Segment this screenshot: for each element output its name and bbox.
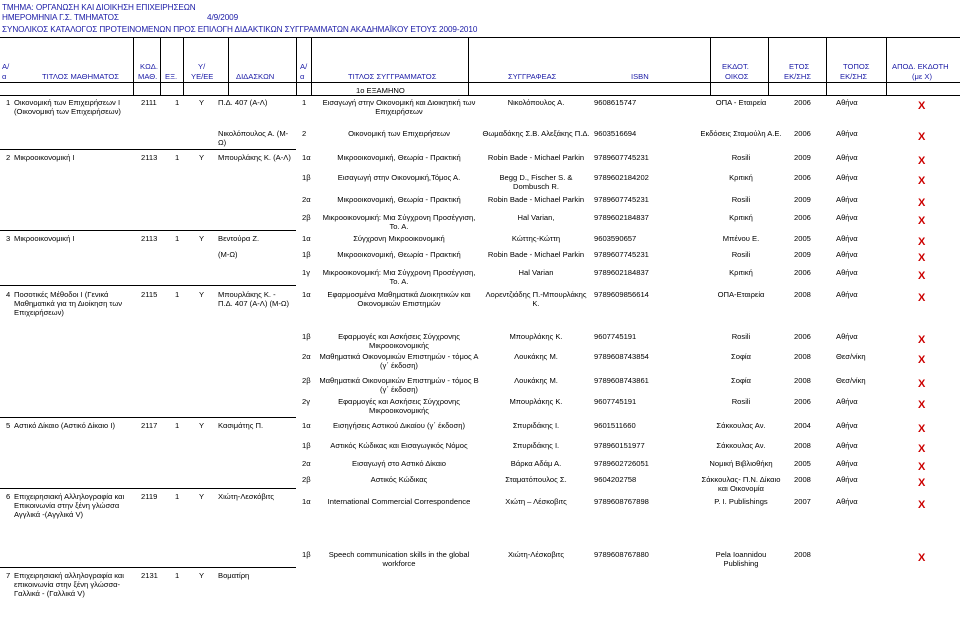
- book-isbn: 978960151977: [594, 441, 645, 450]
- book-title: Εφαρμογές και Ασκήσεις Σύγχρονης Μικροοικονομικής: [338, 332, 460, 351]
- book-year: 2008: [794, 475, 811, 484]
- book-year: 2009: [794, 250, 811, 259]
- book-place: Αθήνα: [836, 195, 858, 204]
- book-title: Εφαρμογές και Ασκήσεις Σύγχρονης Μικροοικονομικής: [338, 397, 460, 416]
- delivery-mark: Χ: [918, 461, 926, 473]
- book-year: 2008: [794, 376, 811, 385]
- col-place-top: ΤΟΠΟΣ: [843, 62, 870, 71]
- book-a: 1α: [302, 290, 311, 299]
- course-sem: 1: [175, 98, 180, 107]
- col-semester: ΕΞ.: [165, 72, 178, 81]
- book-a: 1α: [302, 421, 311, 430]
- col-delivery-top: ΑΠΟΔ. ΕΚΔΟΤΗ: [892, 62, 949, 71]
- course-course: Οικονομική των Επιχειρήσεων I (Οικονομική των Επιχειρήσεων): [14, 98, 121, 117]
- department-title: ΤΜΗΜΑ: ΟΡΓΑΝΩΣΗ ΚΑΙ ΔΙΟΙΚΗΣΗ ΕΠΙΧΕΙΡΗΣΕΩΝ: [2, 3, 196, 12]
- course-sem: 1: [175, 492, 180, 501]
- book-place: Αθήνα: [836, 475, 858, 484]
- book-author: Hal Varian: [518, 268, 554, 277]
- semester-label: 1ο ΕΞΑΜΗΝΟ: [356, 86, 405, 95]
- col-teacher: ΔΙΔΑΣΚΩΝ: [236, 72, 275, 81]
- course-num: 4: [6, 290, 11, 299]
- book-a: 1β: [302, 441, 311, 450]
- book-a: 1β: [302, 550, 311, 559]
- course-teacher: Χιώτη-Λεσκόβιτς: [218, 492, 275, 501]
- book-place: Θεσ/νίκη: [836, 376, 866, 385]
- book-author: Hal Varian,: [517, 213, 555, 222]
- book-isbn: 9789602726051: [594, 459, 649, 468]
- course-course: Επιχειρησιακή Αλληλογραφία και Επικοινωνία στην ξένη γλώσσα Αγγλικά -(Αγγλικά V): [14, 492, 125, 520]
- book-title: Αστικός Κώδικας και Εισαγωγικός Νόμος: [330, 441, 468, 450]
- book-a: 1α: [302, 497, 311, 506]
- book-a: 1α: [302, 234, 311, 243]
- book-title: Εισαγωγή στην Οικονομική,Τόμος Α.: [337, 173, 461, 182]
- catalog-title: ΣΥΝΟΛΙΚΟΣ ΚΑΤΑΛΟΓΟΣ ΠΡΟΤΕΙΝΟΜΕΝΩΝ ΠΡΟΣ ΕΠΙΛΟΓΗ ΔΙΔΑΚΤΙΚΩΝ ΣΥΓΓΡΑΜΜΑΤΩΝ ΑΚΑΔΗΜΑΪΚΟΥ ΕΤΟΥΣ 2009-2010: [2, 25, 478, 34]
- book-title: Μαθηματικά Οικονομικών Επιστημών - τόμος Α (γ΄ έκδοση): [319, 352, 479, 371]
- course-code: 2111: [141, 98, 157, 107]
- book-author: Robin Bade - Michael Parkin: [487, 250, 585, 259]
- course-sem: 1: [175, 421, 180, 430]
- book-place: Αθήνα: [836, 441, 858, 450]
- book-a: 2γ: [302, 397, 311, 406]
- book-year: 2008: [794, 550, 811, 559]
- col-author: ΣΥΓΓΡΑΦΕΑΣ: [508, 72, 557, 81]
- delivery-mark: Χ: [918, 175, 926, 187]
- book-author: Χιώτη – Λέσκοβιτς: [505, 497, 567, 506]
- course-course: Αστικό Δίκαιο (Αστικό Δίκαιο Ι): [14, 421, 116, 430]
- course-sem: 1: [175, 290, 180, 299]
- book-a: 2β: [302, 475, 311, 484]
- book-place: Αθήνα: [836, 397, 858, 406]
- delivery-mark: Χ: [918, 477, 926, 489]
- delivery-mark: Χ: [918, 499, 926, 511]
- book-author: Σπυριδάκης Ι.: [512, 441, 560, 450]
- course-type: Υ: [199, 153, 205, 162]
- book-a: 2α: [302, 459, 311, 468]
- book-a: 2β: [302, 376, 311, 385]
- book-pub: Μπένου Ε.: [722, 234, 760, 243]
- book-author: Χιώτη-Λέσκοβιτς: [507, 550, 564, 559]
- col-type-top: Υ/: [198, 62, 206, 71]
- book-a: 1β: [302, 173, 311, 182]
- course-type: Υ: [199, 421, 205, 430]
- book-title: Μικροοικονομική: Μια Σύγχρονη Προσέγγιση, Το. Α.: [322, 213, 476, 232]
- book-year: 2006: [794, 173, 811, 182]
- book-a: 1: [302, 98, 307, 107]
- book-isbn: 9789607745231: [594, 153, 649, 162]
- book-pub: Rosili: [731, 153, 751, 162]
- book-pub: P. I. Publishings: [714, 497, 768, 506]
- course-course: Ποσοτικές Μέθοδοι Ι (Γενικά Μαθηματικά για τη Διοίκηση των Επιχειρήσεων): [14, 290, 123, 318]
- book-place: Αθήνα: [836, 290, 858, 299]
- book-year: 2006: [794, 98, 811, 107]
- course-code: 2119: [141, 492, 158, 501]
- book-a: 2α: [302, 195, 311, 204]
- delivery-mark: Χ: [918, 252, 926, 264]
- book-author: Σπυριδάκης Ι.: [512, 421, 560, 430]
- course-type: Υ: [199, 290, 205, 299]
- book-year: 2007: [794, 497, 811, 506]
- delivery-mark: Χ: [918, 100, 926, 112]
- course-num: 2: [6, 153, 11, 162]
- book-place: Αθήνα: [836, 173, 858, 182]
- book-isbn: 9607745191: [594, 397, 637, 406]
- course-code: 2115: [141, 290, 158, 299]
- book-isbn: 9604202758: [594, 475, 637, 484]
- book-place: Αθήνα: [836, 332, 858, 341]
- course-teacher: Μπουρλάκης Κ. - Π.Δ. 407 (Α-Λ) (Μ-Ω): [218, 290, 290, 309]
- book-title: Οικονομική των Επιχειρήσεων: [348, 129, 450, 138]
- book-place: Αθήνα: [836, 497, 858, 506]
- book-pub: Κριτική: [729, 173, 753, 182]
- book-pub: Rosili: [731, 397, 751, 406]
- delivery-mark: Χ: [918, 197, 926, 209]
- col-delivery-bottom: (με Χ): [912, 72, 932, 81]
- delivery-mark: Χ: [918, 378, 926, 390]
- course-type: Υ: [199, 234, 205, 243]
- book-a: 2: [302, 129, 307, 138]
- book-title: Εισαγωγή στην Οικονομική και Διοικητική των Επιχειρήσεων: [322, 98, 476, 117]
- book-author: Βάρκα Αδάμ Α.: [510, 459, 562, 468]
- book-isbn: 9789602184202: [594, 173, 649, 182]
- book-pub: Rosili: [731, 332, 751, 341]
- book-year: 2008: [794, 441, 811, 450]
- book-pub: Rosili: [731, 195, 751, 204]
- book-year: 2009: [794, 153, 811, 162]
- book-year: 2008: [794, 290, 811, 299]
- book-place: Αθήνα: [836, 234, 858, 243]
- course-num: 6: [6, 492, 11, 501]
- course-type: Υ: [199, 98, 205, 107]
- book-author: Robin Bade - Michael Parkin: [487, 195, 585, 204]
- book-a: 1α: [302, 153, 311, 162]
- book-title: Μικροοικονομική, Θεωρία - Πρακτική: [337, 250, 461, 259]
- book-author: Λουκάκης Μ.: [514, 352, 558, 361]
- book-isbn: 9789608767898: [594, 497, 649, 506]
- book-year: 2006: [794, 332, 811, 341]
- book-author: Λουκάκης Μ.: [514, 376, 558, 385]
- delivery-mark: Χ: [918, 334, 926, 346]
- book-isbn: 9789607745231: [594, 195, 649, 204]
- col-book-num-bottom: α: [300, 72, 305, 81]
- course-teacher: (Μ-Ω): [218, 250, 238, 259]
- book-place: Αθήνα: [836, 250, 858, 259]
- col-year-top: ΕΤΟΣ: [789, 62, 810, 71]
- book-author: Λορεντζιάδης Π.-Μπουρλάκης Κ.: [485, 290, 587, 309]
- course-type: Υ: [199, 571, 205, 580]
- book-pub: Σοφία: [731, 376, 751, 385]
- col-type-bottom: ΥΕ/ΕΕ: [191, 72, 214, 81]
- book-pub: Rosili: [731, 250, 751, 259]
- delivery-mark: Χ: [918, 155, 926, 167]
- book-pub: Εκδόσεις Σταμούλη Α.Ε.: [700, 129, 782, 138]
- book-pub: Νομική Βιβλιοθήκη: [709, 459, 773, 468]
- book-year: 2006: [794, 213, 811, 222]
- course-course: Επιχειρησιακή αλληλογραφία και επικοινωνία στην ξένη γλώσσα-Γαλλικά - (Γαλλικά V): [14, 571, 124, 599]
- book-year: 2006: [794, 129, 811, 138]
- book-pub: ΟΠΑ - Εταιρεία: [715, 98, 767, 107]
- col-place-bottom: ΕΚ/ΣΗΣ: [840, 72, 868, 81]
- book-place: Αθήνα: [836, 153, 858, 162]
- book-author: Begg D., Fischer S. & Dombusch R.: [499, 173, 573, 192]
- delivery-mark: Χ: [918, 270, 926, 282]
- book-isbn: 9789607745231: [594, 250, 649, 259]
- book-isbn: 9607745191: [594, 332, 637, 341]
- delivery-mark: Χ: [918, 399, 926, 411]
- book-year: 2005: [794, 459, 811, 468]
- col-code-bottom: ΜΑΘ.: [138, 72, 158, 81]
- book-a: 1γ: [302, 268, 311, 277]
- delivery-mark: Χ: [918, 215, 926, 227]
- course-code: 2113: [141, 234, 158, 243]
- book-pub: Σοφία: [731, 352, 751, 361]
- col-num-bottom: α: [2, 72, 7, 81]
- course-code: 2131: [141, 571, 158, 580]
- book-pub: Σάκκουλας Αν.: [716, 421, 766, 430]
- book-isbn: 9608615747: [594, 98, 637, 107]
- course-num: 5: [6, 421, 11, 430]
- course-num: 1: [6, 98, 11, 107]
- col-isbn: ISBN: [631, 72, 649, 81]
- delivery-mark: Χ: [918, 552, 926, 564]
- book-place: Αθήνα: [836, 129, 858, 138]
- course-teacher: Π.Δ. 407 (Α-Λ): [218, 98, 268, 107]
- book-a: 1β: [302, 250, 311, 259]
- meeting-date: 4/9/2009: [207, 13, 239, 22]
- delivery-mark: Χ: [918, 354, 926, 366]
- delivery-mark: Χ: [918, 131, 926, 143]
- book-place: Αθήνα: [836, 98, 858, 107]
- course-teacher: Βεντούρα Ζ.: [218, 234, 260, 243]
- course-teacher: Κασιμάτης Π.: [218, 421, 264, 430]
- book-author: Μπουρλάκης Κ.: [509, 332, 563, 341]
- meeting-date-label: [2, 13, 239, 22]
- book-place: Αθήνα: [836, 421, 858, 430]
- col-book-title: ΤΙΤΛΟΣ ΣΥΓΓΡΑΜΜΑΤΟΣ: [348, 72, 437, 81]
- book-author: Νικολόπουλος Α.: [507, 98, 565, 107]
- col-publisher-top: ΕΚΔΟΤ.: [722, 62, 749, 71]
- course-teacher: Μπουρλάκης Κ. (Α-Λ): [218, 153, 291, 162]
- book-year: 2004: [794, 421, 811, 430]
- book-pub: Κριτική: [729, 268, 753, 277]
- col-course-title: ΤΙΤΛΟΣ ΜΑΘΗΜΑΤΟΣ: [42, 72, 119, 81]
- book-a: 2α: [302, 352, 311, 361]
- delivery-mark: Χ: [918, 443, 926, 455]
- col-num-top: Α/: [2, 62, 10, 71]
- col-publisher-bottom: ΟΙΚΟΣ: [725, 72, 749, 81]
- book-title: Μαθηματικά Οικονομικών Επιστημών - τόμος Β (γ΄ έκδοση): [319, 376, 479, 395]
- course-code: 2113: [141, 153, 158, 162]
- book-isbn: 9603590657: [594, 234, 637, 243]
- book-author: Σταματόπουλος Σ.: [505, 475, 567, 484]
- book-year: 2006: [794, 397, 811, 406]
- book-isbn: 9601511660: [594, 421, 636, 430]
- course-teacher: Νικολόπουλος Α. (Μ-Ω): [218, 129, 289, 148]
- col-code-top: ΚΩΔ.: [140, 62, 158, 71]
- book-isbn: 9789608767880: [594, 550, 649, 559]
- delivery-mark: Χ: [918, 292, 926, 304]
- book-author: Κώττης-Κώττη: [511, 234, 561, 243]
- book-isbn: 9789608743861: [594, 376, 649, 385]
- book-title: Μικροοικονομική, Θεωρία - Πρακτική: [337, 195, 461, 204]
- book-pub: Κριτική: [729, 213, 753, 222]
- book-isbn: 9603516694: [594, 129, 637, 138]
- book-a: 1β: [302, 332, 311, 341]
- book-place: Αθήνα: [836, 459, 858, 468]
- book-year: 2006: [794, 268, 811, 277]
- book-title: Σύγχρονη Μικροοικονομική: [353, 234, 445, 243]
- book-isbn: 9789609856614: [594, 290, 649, 299]
- book-isbn: 9789602184837: [594, 268, 649, 277]
- book-title: Speech communication skills in the global workforce: [328, 550, 470, 569]
- meeting-date-label-text: ΗΜΕΡΟΜΗΝΙΑ Γ.Σ. ΤΜΗΜΑΤΟΣ: [2, 13, 119, 22]
- book-title: Αστικός Κώδικας: [370, 475, 428, 484]
- col-year-bottom: ΕΚ/ΣΗΣ: [784, 72, 812, 81]
- book-place: Αθήνα: [836, 213, 858, 222]
- course-sem: 1: [175, 234, 180, 243]
- delivery-mark: Χ: [918, 423, 926, 435]
- book-isbn: 9789602184837: [594, 213, 649, 222]
- course-course: Μικροοικονομική Ι: [14, 153, 75, 162]
- book-title: International Commercial Correspondence: [327, 497, 471, 506]
- course-course: Μικροοικονομική Ι: [14, 234, 75, 243]
- book-pub: Σάκκουλας- Π.Ν. Δίκαιο και Οικονομία: [701, 475, 781, 494]
- delivery-mark: Χ: [918, 236, 926, 248]
- col-book-num-top: Α/: [300, 62, 308, 71]
- course-code: 2117: [141, 421, 158, 430]
- book-title: Εισαγωγή στο Αστικό Δίκαιο: [352, 459, 446, 468]
- course-teacher: Βοματίρη: [218, 571, 250, 580]
- course-sem: 1: [175, 571, 180, 580]
- course-sem: 1: [175, 153, 180, 162]
- book-author: Θωμαδάκης Σ.Β. Αλεξάκης Π.Δ.: [482, 129, 590, 138]
- book-place: Θεσ/νίκη: [836, 352, 866, 361]
- book-title: Εισηγήσεις Αστικού Δικαίου (γ΄ έκδοση): [333, 421, 465, 430]
- book-year: 2005: [794, 234, 811, 243]
- book-author: Robin Bade - Michael Parkin: [487, 153, 585, 162]
- book-place: Αθήνα: [836, 268, 858, 277]
- book-year: 2009: [794, 195, 811, 204]
- book-title: Εφαρμοσμένα Μαθηματικά Διοικητικών και Οικονομικών Επιστημών: [327, 290, 471, 309]
- book-year: 2008: [794, 352, 811, 361]
- book-pub: Σάκκουλας Αν.: [716, 441, 766, 450]
- book-author: Μπουρλάκης Κ.: [509, 397, 563, 406]
- course-num: 3: [6, 234, 11, 243]
- book-a: 2β: [302, 213, 311, 222]
- book-pub: Pela Ioannidou Publishing: [715, 550, 767, 569]
- course-num: 7: [6, 571, 11, 580]
- book-pub: ΟΠΑ-Εταιρεία: [717, 290, 765, 299]
- course-type: Υ: [199, 492, 205, 501]
- book-title: Μικροοικονομική, Θεωρία - Πρακτική: [337, 153, 461, 162]
- book-title: Μικροοικονομική: Μια Σύγχρονη Προσέγγιση, Το. Α.: [322, 268, 476, 287]
- book-isbn: 9789608743854: [594, 352, 649, 361]
